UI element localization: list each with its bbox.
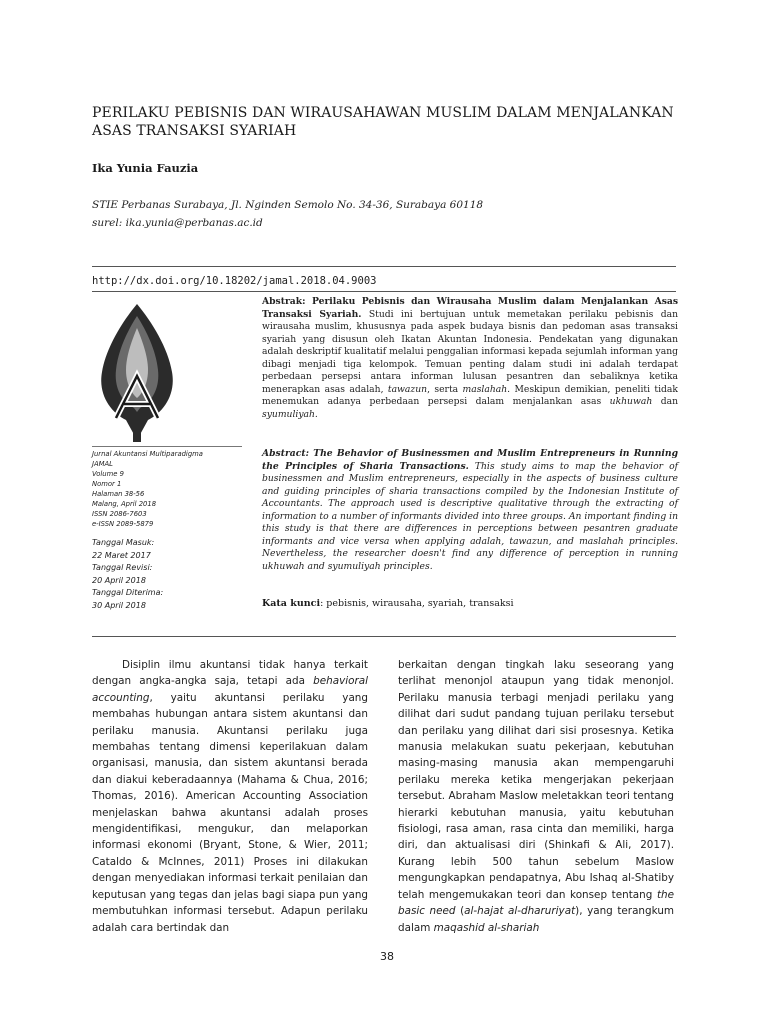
body-term: al-hajat al-dharuriyat — [464, 905, 576, 918]
journal-line: Volume 9 — [92, 470, 124, 478]
journal-logo-icon — [92, 300, 182, 445]
journal-line: Halaman 38-56 — [92, 490, 145, 498]
article-dates — [92, 537, 252, 613]
abstract-id-term: maslahah — [462, 383, 508, 395]
journal-line: Malang, April 2018 — [92, 500, 157, 508]
abstract-indonesian — [262, 296, 678, 421]
affiliation: STIE Perbanas Surabaya, Jl. Nginden Semolo No. 34-36, Surabaya 60118 — [92, 199, 484, 211]
sidebar-rule — [92, 446, 242, 447]
received-date: 22 Maret 2017 — [92, 550, 151, 560]
body-term: the basic need — [398, 888, 674, 918]
body-text: berkaitan dengan tingkah laku seseorang yang terlihat menonjol ataupun yang tidak menonjol. Perilaku manusia terbagi menjadi perilaku yang dilihat dari sudut pandang tujuan perilaku tersebut dan perilaku yang dilihat dari sisi prosesnya. Ketika manusia melakukan suatu pekerjaan, kebutuhan masing-masing manusia akan mempengaruhi perilaku mereka ketika mengerjakan pekerjaan tersebut. Abraham Maslow meletakkan teori tentang hierarki kebutuhan manusia, yaitu kebutuhan fisiologi, rasa aman, rasa cinta dan memiliki, harga diri, dan aktualisasi diri (Shinkafi & Ali, 2017). Kurang lebih 500 tahun sebelum Maslow mengungkapkan pendapatnya, Abu Ishaq al-Shatiby telah mengemukakan teori dan konsep tentang — [398, 659, 674, 901]
body-rule — [92, 636, 676, 637]
journal-line: ISSN 2086-7603 — [92, 510, 147, 518]
abstract-en-text: This study aims to map the behavior of businessmen and Muslim entrepreneurs, especially in the aspects of business culture and guiding principles of sharia transactions compiled by the Indonesian Institute of Accountants. The approach used is descriptive qualitative through the extracting of information to a number of informants divided into three groups. An important finding in this study is that there are differences in perceptions between pesantren graduate informants and vice versa when applying adalah, tawazun, and maslahah principles. Nevertheless, the researcher doesn't find any difference of perception in running ukhuwah and syumuliyah principles. — [262, 460, 678, 572]
received-label: Tanggal Masuk: — [92, 538, 155, 547]
body-text: Disiplin ilmu akuntansi tidak hanya terkait dengan angka-angka saja, tetapi ada — [92, 659, 368, 688]
author-name: Ika Yunia Fauzia — [92, 161, 199, 175]
keywords-value: : pebisnis, wirausaha, syariah, transaksi — [320, 598, 514, 609]
abstract-id-term: syumuliyah — [262, 408, 315, 420]
abstract-id-heading: Abstrak: Perilaku Pebisnis dan Wirausaha Muslim dalam Menjalankan Asas Transaksi Syariah. — [262, 296, 678, 320]
abstract-en-heading: Abstract: The Behavior of Businessmen and Muslim Entrepreneurs in Running the Principles of Sharia Transactions. — [262, 448, 678, 472]
body-term: maqashid al-shariah — [433, 921, 540, 934]
body-text: , yaitu akuntansi perilaku yang membahas hubungan antara sistem akuntansi dan perilaku manusia. Akuntansi perilaku juga membahas tentang dimensi keperilakuan dalam organisasi, manusia, dan sistem akuntansi berada dan diakui keberadaannya (Mahama & Chua, 2016; Thomas, 2016). American Accounting Association menjelaskan bahwa akuntansi adalah proses mengidentifikasi, mengukur, dan melaporkan informasi ekonomi (Bryant, Stone, & Wier, 2011; Cataldo & McInnes, 2011) Proses ini dilakukan dengan menyediakan informasi terkait penilaian dan keputusan yang tegas dan jelas bagi siapa pun yang membutuhkan informasi tersebut. Adapun perilaku adalah cara bertindak dan — [92, 691, 368, 934]
abstract-id-text: dan — [652, 396, 678, 407]
journal-line: Jurnal Akuntansi Multiparadigma — [92, 450, 203, 458]
body-term: behavioral accounting — [92, 675, 368, 704]
accepted-date: 30 April 2018 — [92, 600, 146, 610]
body-text: ( — [455, 905, 465, 918]
page-number: 38 — [380, 950, 394, 963]
journal-line: e-ISSN 2089-5879 — [92, 520, 154, 528]
affiliation-block — [92, 196, 483, 232]
abstract-english — [262, 448, 678, 573]
abstract-id-text: Studi ini bertujuan untuk memetakan perilaku pebisnis dan wirausaha muslim, khususnya pada aspek budaya bisnis dan pedoman asas transaksi syariah yang disusun oleh Ikatan Akuntan Indonesia. Pendekatan yang digunakan adalah deskriptif kualitatif melalui penggalian informasi kepada sejumlah informan yang dibagi menjadi tiga kelompok. Temuan penting dalam studi ini adalah terdapat perbedaan persepsi antara informan lulusan pesantren dan sebaliknya ketika menerapkan asas adalah, — [262, 308, 678, 395]
revised-label: Tanggal Revisi: — [92, 563, 153, 573]
keywords — [262, 598, 514, 609]
paper-title: PERILAKU PEBISNIS DAN WIRAUSAHAWAN MUSLIM DALAM MENJALANKAN ASAS TRANSAKSI SYARIAH — [92, 105, 674, 139]
body-column-left — [92, 657, 368, 936]
accepted-label: Tanggal Diterima: — [92, 588, 164, 598]
abstract-id-term: ukhuwah — [609, 396, 653, 407]
revised-date: 20 April 2018 — [92, 575, 146, 585]
author-email: surel: ika.yunia@perbanas.ac.id — [92, 217, 263, 229]
body-text: ), yang terangkum dalam — [398, 905, 675, 934]
journal-line: JAMAL — [92, 460, 113, 468]
abstract-id-text: . Meskipun demikian, peneliti tidak menemukan adanya perbedaan persepsi dalam menjalankan asas — [262, 383, 678, 407]
keywords-label: Kata kunci — [262, 598, 321, 609]
doi-rule — [92, 291, 676, 292]
doi-link[interactable]: http://dx.doi.org/10.18202/jamal.2018.04.9003 — [92, 275, 377, 287]
journal-line: Nomor 1 — [92, 480, 122, 488]
abstract-id-text: , serta — [427, 383, 463, 395]
body-column-right — [398, 657, 674, 936]
journal-info-sidebar — [92, 446, 252, 613]
abstract-id-term: tawazun — [387, 383, 428, 395]
top-rule — [92, 266, 676, 267]
abstract-id-text: . — [314, 408, 318, 420]
